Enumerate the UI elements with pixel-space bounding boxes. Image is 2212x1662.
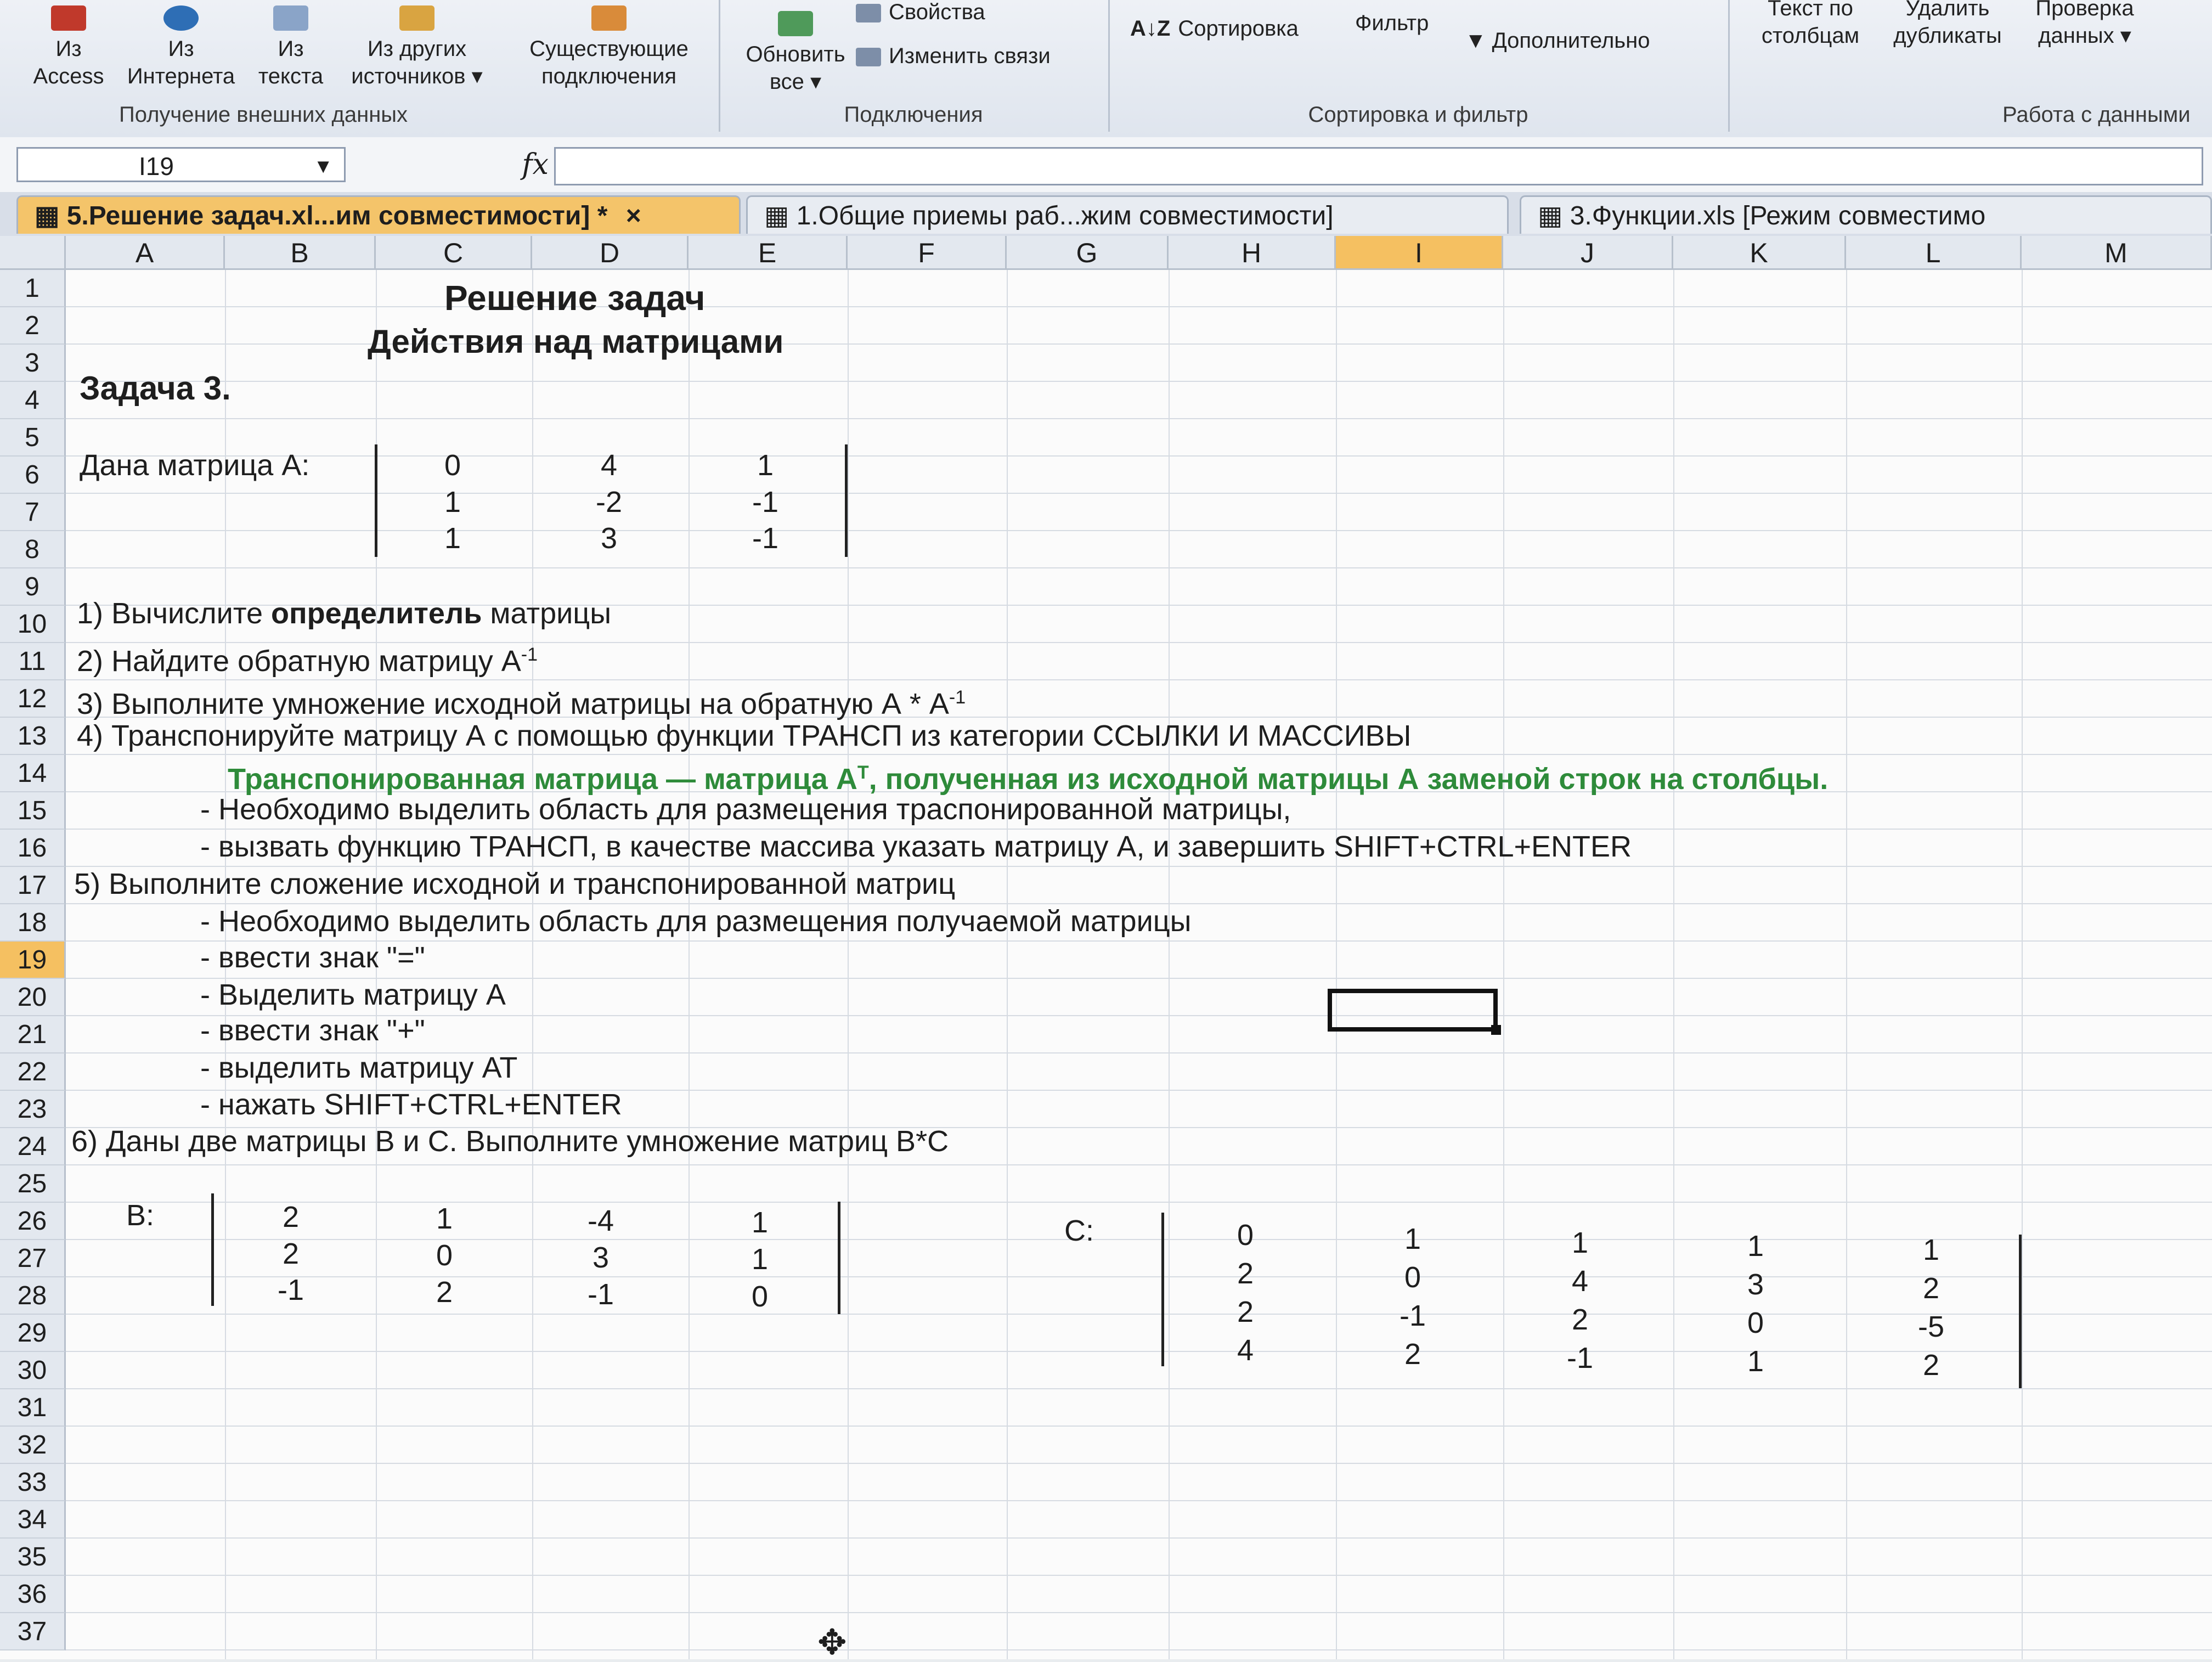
matrix-c-cell: 2 <box>1237 1295 1254 1328</box>
excel-file-icon: ▦ <box>1538 201 1570 230</box>
refresh-icon <box>778 11 813 36</box>
group-label-sort-filter: Сортировка и фильтр <box>1308 103 1528 127</box>
excel-file-icon: ▦ <box>764 201 797 230</box>
select-all-corner[interactable] <box>0 236 66 270</box>
column-header-f[interactable]: F <box>848 236 1007 270</box>
column-header-e[interactable]: E <box>689 236 848 270</box>
gridline <box>66 306 2212 307</box>
gridline <box>1336 270 1337 1659</box>
matrix-c-cell: 1 <box>1922 1233 1940 1266</box>
column-header-l[interactable]: L <box>1846 236 2022 270</box>
name-box-value: I19 <box>139 152 174 181</box>
matrix-a-cell: 0 <box>444 449 461 482</box>
excel-file-icon: ▦ <box>35 201 67 230</box>
instruction-20: - ввести знак "+" <box>200 1014 425 1047</box>
gridline <box>66 530 2212 531</box>
row-header[interactable]: 16 <box>0 830 66 867</box>
matrix-b-label: В: <box>126 1199 155 1232</box>
matrix-c-cell: 2 <box>1571 1303 1589 1336</box>
column-header-a[interactable]: A <box>66 236 225 270</box>
properties-icon <box>856 4 881 22</box>
matrix-a-cell: 1 <box>444 486 461 519</box>
matrix-b-bracket-left <box>211 1193 214 1306</box>
question-6: 6) Даны две матрицы В и С. Выполните умножение матриц В*С <box>71 1125 949 1158</box>
remove-duplicates-label1: Удалить <box>1905 0 1990 20</box>
gridline <box>66 1164 2212 1165</box>
chevron-down-icon[interactable]: ▼ <box>313 155 333 177</box>
gridline <box>66 1612 2212 1613</box>
workbook-tabs <box>0 192 2212 238</box>
row-header[interactable]: 18 <box>0 904 66 942</box>
gridline <box>1169 270 1170 1659</box>
question-2 <box>77 636 538 679</box>
formula-bar <box>0 137 2212 194</box>
data-validation-label2: данных ▾ <box>2038 24 2131 48</box>
tab-workbook-3-label: 3.Функции.xls [Режим совместимо <box>1570 201 1986 230</box>
ribbon-group-sort-filter <box>1108 0 1730 132</box>
matrix-c-cell: 1 <box>1747 1345 1764 1378</box>
row-header[interactable]: 5 <box>0 419 66 457</box>
gridline <box>66 381 2212 382</box>
advanced-label: Дополнительно <box>1492 29 1650 53</box>
from-web-label1: Из <box>168 37 194 61</box>
edit-links-label: Изменить связи <box>889 44 1051 68</box>
question-4: 4) Транспонируйте матрицу А с помощью функции ТРАНСП из категории ССЫЛКИ И МАССИВЫ <box>77 719 1412 752</box>
matrix-b-cell: 3 <box>592 1241 610 1274</box>
data-validation-label1: Проверка <box>2035 0 2134 20</box>
matrix-c-cell: 1 <box>1571 1226 1589 1259</box>
insert-function-icon[interactable]: fx <box>522 148 549 181</box>
group-label-connections: Подключения <box>844 103 983 127</box>
matrix-b-cell: 0 <box>436 1239 453 1272</box>
gridline <box>66 493 2212 494</box>
properties-button[interactable] <box>856 0 985 25</box>
task-heading: Задача 3. <box>80 370 231 407</box>
sort-az-icon: A↓Z <box>1130 16 1171 41</box>
gridline <box>2022 270 2023 1659</box>
matrix-c-cell: 0 <box>1404 1261 1421 1294</box>
gridline <box>66 1426 2212 1427</box>
matrix-c-cell: 1 <box>1404 1222 1421 1255</box>
matrix-c-cell: 1 <box>1747 1230 1764 1263</box>
matrix-a-cell: 1 <box>444 522 461 555</box>
q2-text: 2) Найдите обратную матрицу А <box>77 645 521 678</box>
question-5: 5) Выполните сложение исходной и транспонированной матриц <box>74 867 956 900</box>
matrix-c-cell: 0 <box>1237 1219 1254 1252</box>
gridline <box>1673 270 1674 1659</box>
matrix-c-cell: 2 <box>1922 1349 1940 1382</box>
filter-button[interactable] <box>1355 11 1429 36</box>
q1-text: 1) Вычислите <box>77 597 271 630</box>
row-header[interactable]: 7 <box>0 494 66 531</box>
sheet-title: Решение задач <box>444 278 706 318</box>
column-header-i[interactable]: I <box>1336 236 1503 270</box>
gridline <box>66 1537 2212 1539</box>
text-to-columns-label1: Текст по <box>1768 0 1853 20</box>
gridline <box>66 1239 2212 1240</box>
matrix-a-cell: -1 <box>752 522 778 555</box>
row-header[interactable]: 8 <box>0 531 66 568</box>
sort-button[interactable] <box>1130 16 1299 41</box>
column-header-c[interactable]: C <box>376 236 532 270</box>
matrix-b-cell: -1 <box>587 1278 614 1311</box>
chain-link-icon <box>856 48 881 66</box>
gridline <box>532 270 533 1659</box>
matrix-b-cell: 0 <box>751 1280 769 1313</box>
globe-icon <box>163 5 199 31</box>
advanced-filter-button[interactable] <box>1465 29 1650 53</box>
gridline <box>1846 270 1847 1659</box>
from-text-label2: текста <box>258 64 324 88</box>
column-header-d[interactable]: D <box>532 236 689 270</box>
matrix-c-cell: -1 <box>1399 1299 1426 1332</box>
row-header[interactable]: 3 <box>0 345 66 382</box>
ribbon-group-data-tools <box>1728 0 2212 132</box>
row-header[interactable]: 28 <box>0 1277 66 1315</box>
ribbon-group-get-external-data <box>0 0 720 132</box>
instruction-14: - Необходимо выделить область для размещения траспонированной матрицы, <box>200 793 1291 826</box>
gridline <box>66 1202 2212 1203</box>
tab-workbook-1-label: 1.Общие приемы раб...жим совместимости] <box>796 201 1334 230</box>
connections-icon <box>591 5 627 31</box>
row-header[interactable]: 36 <box>0 1576 66 1613</box>
question-3 <box>77 679 966 722</box>
matrix-a-label: Дана матрица А: <box>80 449 310 482</box>
row-header[interactable]: 10 <box>0 606 66 643</box>
edit-links-button[interactable] <box>856 44 1051 69</box>
funnel-icon: ▼ <box>1465 29 1487 53</box>
matrix-c-cell: -1 <box>1566 1342 1593 1374</box>
gridline <box>689 270 690 1659</box>
name-box[interactable] <box>16 147 346 182</box>
gridline <box>848 270 849 1659</box>
from-access-label2: Access <box>33 64 104 88</box>
row-header[interactable]: 14 <box>0 755 66 792</box>
row-header[interactable]: 6 <box>0 457 66 494</box>
properties-label: Свойства <box>889 0 985 24</box>
from-access-button[interactable] <box>22 5 115 90</box>
q1-text-end: матрицы <box>482 597 612 630</box>
instruction-17: - Необходимо выделить область для размещения получаемой матрицы <box>200 905 1192 938</box>
matrix-c-label: С: <box>1064 1214 1094 1247</box>
question-1 <box>77 595 611 632</box>
database-icon <box>399 5 435 31</box>
data-validation-button[interactable] <box>2019 0 2151 49</box>
existing-label1: Существующие <box>529 37 689 61</box>
column-header-k[interactable]: K <box>1673 236 1846 270</box>
matrix-a-cell: 3 <box>600 522 618 555</box>
row-header[interactable]: 25 <box>0 1165 66 1203</box>
row-header[interactable]: 22 <box>0 1053 66 1091</box>
tab-workbook-5[interactable] <box>16 195 741 234</box>
matrix-a-cell: 4 <box>600 449 618 482</box>
matrix-b-cell: 1 <box>751 1206 769 1239</box>
matrix-c-cell: 3 <box>1747 1268 1764 1301</box>
gridline <box>66 1575 2212 1576</box>
fill-handle[interactable] <box>1491 1025 1501 1035</box>
row-header[interactable]: 15 <box>0 792 66 830</box>
group-label-get-external: Получение внешних данных <box>119 103 408 127</box>
access-icon <box>51 5 86 31</box>
def-text-end: , полученная из исходной матрицы А заменой строк на столбцы. <box>868 763 1829 796</box>
row-header[interactable]: 31 <box>0 1389 66 1427</box>
row-header[interactable]: 2 <box>0 307 66 345</box>
instruction-19: - Выделить матрицу А <box>200 978 506 1011</box>
formula-input[interactable] <box>554 147 2203 185</box>
ribbon <box>0 0 2212 139</box>
from-text-button[interactable] <box>247 5 335 90</box>
matrix-c-bracket-left <box>1161 1213 1164 1366</box>
gridline <box>66 1314 2212 1315</box>
row-header[interactable]: 26 <box>0 1203 66 1240</box>
matrix-a-bracket-left <box>375 444 377 557</box>
from-text-label1: Из <box>278 37 304 61</box>
column-header-g[interactable]: G <box>1007 236 1169 270</box>
gridline <box>66 418 2212 419</box>
def-text: Транспонированная матрица — матрица А <box>228 763 857 796</box>
row-header[interactable]: 27 <box>0 1240 66 1277</box>
row-header[interactable]: 1 <box>0 270 66 307</box>
matrix-b-cell: -4 <box>587 1204 614 1237</box>
sort-label: Сортировка <box>1178 16 1299 41</box>
gridline <box>1007 270 1008 1659</box>
gridline <box>66 1649 2212 1650</box>
matrix-b-cell: 1 <box>751 1243 769 1276</box>
row-header[interactable]: 20 <box>0 979 66 1016</box>
row-header[interactable]: 33 <box>0 1464 66 1501</box>
column-header-h[interactable]: H <box>1169 236 1336 270</box>
gridline <box>66 455 2212 457</box>
row-header[interactable]: 30 <box>0 1352 66 1389</box>
gridline <box>66 1351 2212 1352</box>
from-other-sources-button[interactable] <box>335 5 499 90</box>
row-header[interactable]: 21 <box>0 1016 66 1053</box>
gridline <box>66 1388 2212 1389</box>
tab-workbook-3[interactable] <box>1520 195 2212 234</box>
instruction-18: - ввести знак "=" <box>200 941 425 974</box>
tab-workbook-1[interactable] <box>746 195 1509 234</box>
q3-sup: -1 <box>949 687 966 708</box>
gridline <box>66 567 2212 568</box>
row-header[interactable]: 4 <box>0 382 66 419</box>
gridline <box>66 1276 2212 1277</box>
from-other-label2: источников ▾ <box>351 64 483 88</box>
text-to-columns-label2: столбцам <box>1761 24 1860 48</box>
close-icon[interactable]: × <box>625 201 641 230</box>
q3-text: 3) Выполните умножение исходной матрицы на обратную А * А <box>77 688 949 720</box>
text-to-columns-button[interactable] <box>1739 0 1882 49</box>
matrix-b-cell: 2 <box>282 1201 300 1233</box>
gridline <box>66 1500 2212 1501</box>
column-header-j[interactable]: J <box>1503 236 1673 270</box>
matrix-b-cell: 1 <box>436 1202 453 1235</box>
filter-label: Фильтр <box>1355 11 1429 35</box>
from-web-label2: Интернета <box>127 64 235 88</box>
row-header[interactable]: 29 <box>0 1315 66 1352</box>
remove-duplicates-label2: дубликаты <box>1893 24 2002 48</box>
row-header[interactable]: 13 <box>0 718 66 755</box>
def-sup: T <box>857 762 869 783</box>
row-header[interactable]: 24 <box>0 1128 66 1165</box>
row-header[interactable]: 12 <box>0 680 66 718</box>
matrix-b-bracket-right <box>838 1202 840 1314</box>
matrix-b-cell: 2 <box>282 1237 300 1270</box>
ribbon-group-connections <box>719 0 1110 132</box>
q2-sup: -1 <box>521 644 538 665</box>
row-header[interactable]: 19 <box>0 942 66 979</box>
existing-label2: подключения <box>541 64 676 88</box>
remove-duplicates-button[interactable] <box>1887 0 2008 49</box>
matrix-c-cell: 4 <box>1237 1334 1254 1367</box>
row-header[interactable]: 17 <box>0 867 66 904</box>
row-header[interactable]: 37 <box>0 1613 66 1650</box>
gridline <box>1503 270 1504 1659</box>
from-access-label1: Из <box>55 37 82 61</box>
instruction-15: - вызвать функцию ТРАНСП, в качестве массива указать матрицу А, и завершить SHIFT+CTRL+ENTER <box>200 830 1632 863</box>
active-cell-selection[interactable] <box>1328 989 1498 1032</box>
row-header[interactable]: 35 <box>0 1539 66 1576</box>
matrix-c-cell: 2 <box>1922 1272 1940 1305</box>
row-header[interactable]: 9 <box>0 568 66 606</box>
row-header[interactable]: 11 <box>0 643 66 680</box>
column-header-b[interactable]: B <box>225 236 376 270</box>
instruction-22: - нажать SHIFT+CTRL+ENTER <box>200 1088 622 1121</box>
q1-bold: определитель <box>270 597 482 630</box>
from-other-label1: Из других <box>367 37 467 61</box>
matrix-c-cell: 4 <box>1571 1265 1589 1298</box>
existing-connections-button[interactable] <box>510 5 708 90</box>
matrix-c-cell: 2 <box>1404 1338 1421 1371</box>
matrix-c-cell: 2 <box>1237 1257 1254 1290</box>
sheet-subtitle: Действия над матрицами <box>368 323 784 360</box>
refresh-label1: Обновить <box>746 42 845 66</box>
row-header[interactable]: 32 <box>0 1427 66 1464</box>
matrix-a-cell: 1 <box>757 449 774 482</box>
matrix-b-cell: 2 <box>436 1276 453 1309</box>
gridline <box>66 1463 2212 1464</box>
refresh-label2: все ▾ <box>769 70 822 94</box>
matrix-a-cell: -1 <box>752 486 778 519</box>
column-header-m[interactable]: M <box>2022 236 2212 270</box>
instruction-21: - выделить матрицу АТ <box>200 1051 518 1084</box>
text-file-icon <box>273 5 308 31</box>
refresh-all-button[interactable] <box>724 11 867 95</box>
matrix-a-cell: -2 <box>595 486 622 519</box>
matrix-c-cell: -5 <box>1917 1310 1944 1343</box>
mouse-cursor-icon: ✥ <box>817 1622 847 1662</box>
row-header[interactable]: 34 <box>0 1501 66 1539</box>
spreadsheet-grid[interactable] <box>0 236 2212 1662</box>
matrix-b-cell: -1 <box>277 1274 304 1306</box>
matrix-c-cell: 0 <box>1747 1306 1764 1339</box>
from-web-button[interactable] <box>121 5 241 90</box>
tab-workbook-5-label: 5.Решение задач.xl...им совместимости] * <box>66 201 608 230</box>
row-header[interactable]: 23 <box>0 1091 66 1128</box>
matrix-a-bracket-right <box>845 444 848 557</box>
group-label-data-tools: Работа с данными <box>2002 103 2191 127</box>
matrix-c-bracket-right <box>2019 1235 2022 1388</box>
